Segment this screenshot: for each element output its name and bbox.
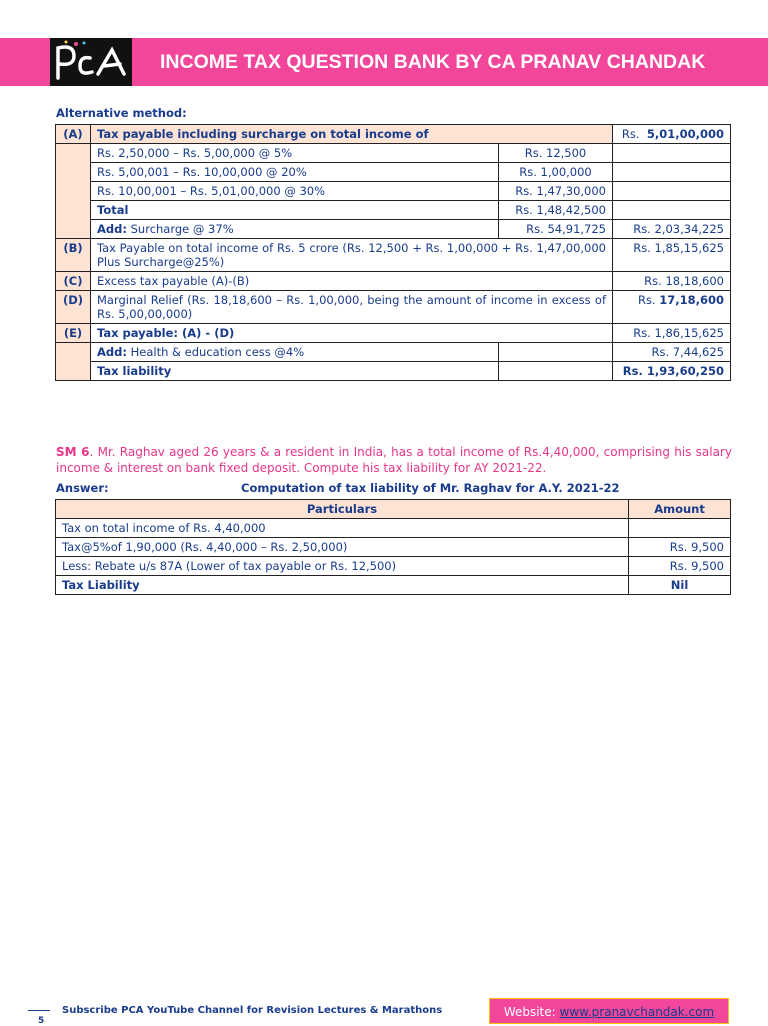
row-code: (E) <box>56 324 91 343</box>
row-amount: Rs. 17,18,600 <box>613 291 731 324</box>
table-row <box>56 291 731 324</box>
cell-particular: Less: Rebate u/s 87A (Lower of tax payable or Rs. 12,500) <box>56 557 629 576</box>
row-label: Excess tax payable (A)-(B) <box>91 272 613 291</box>
row-amount: Rs. 5,01,00,000 <box>613 125 731 144</box>
page-number: 5 <box>38 1016 45 1026</box>
page-header-title: INCOME TAX QUESTION BANK BY CA PRANAV CHANDAK <box>160 51 706 73</box>
cell-particular: Tax@5%of 1,90,000 (Rs. 4,40,000 – Rs. 2,50,000) <box>56 538 629 557</box>
cell-particular: Tax on total income of Rs. 4,40,000 <box>56 519 629 538</box>
row-label: Rs. 2,50,000 – Rs. 5,00,000 @ 5% <box>91 144 499 163</box>
table-row <box>56 557 731 576</box>
row-code: (C) <box>56 272 91 291</box>
row-label: Marginal Relief (Rs. 18,18,600 – Rs. 1,00,000, being the amount of income in excess of Rs. 5,00,00,000) <box>91 291 613 324</box>
cell-amount: Rs. 9,500 <box>629 557 731 576</box>
question-text: SM 6. Mr. Raghav aged 26 years & a resident in India, has a total income of Rs.4,40,000, comprising his salary income & interest on bank fixed deposit. Compute his tax liability for AY 2021-22. <box>56 445 732 475</box>
footer-divider <box>28 1010 50 1011</box>
row-amount: Rs. 18,18,600 <box>613 272 731 291</box>
table-header-row <box>56 500 731 519</box>
table-row <box>56 239 731 272</box>
row-value: Rs. 1,00,000 <box>499 163 613 182</box>
cell-particular: Tax Liability <box>56 576 629 595</box>
row-label: Rs. 5,00,001 – Rs. 10,00,000 @ 20% <box>91 163 499 182</box>
row-value: Rs. 12,500 <box>499 144 613 163</box>
cell-amount <box>629 519 731 538</box>
table-row <box>56 576 731 595</box>
row-label: Tax payable including surcharge on total income of <box>91 125 613 144</box>
table-row <box>56 343 731 362</box>
footer-website-box <box>489 998 729 1024</box>
row-label: Add: Health & education cess @4% <box>91 343 499 362</box>
row-amount: Rs. 1,86,15,625 <box>613 324 731 343</box>
row-amount: Rs. 2,03,34,225 <box>613 220 731 239</box>
table-row <box>56 272 731 291</box>
table-row <box>56 182 731 201</box>
alternative-method-table <box>55 124 731 381</box>
pca-logo <box>50 38 132 86</box>
footer-subscribe-text: Subscribe PCA YouTube Channel for Revision Lectures & Marathons <box>62 1005 443 1016</box>
row-amount: Rs. 1,93,60,250 <box>613 362 731 381</box>
website-link[interactable]: www.pranavchandak.com <box>559 1005 715 1019</box>
row-code: (D) <box>56 291 91 324</box>
row-amount: Rs. 7,44,625 <box>613 343 731 362</box>
col-header-particulars: Particulars <box>56 500 629 519</box>
question-number: SM 6 <box>56 445 90 459</box>
row-code: (A) <box>56 125 91 144</box>
row-code: (B) <box>56 239 91 272</box>
row-label: Rs. 10,00,001 – Rs. 5,01,00,000 @ 30% <box>91 182 499 201</box>
website-label: Website: <box>503 1005 560 1019</box>
answer-title: Computation of tax liability of Mr. Raghav for A.Y. 2021-22 <box>241 481 620 495</box>
row-label: Tax Payable on total income of Rs. 5 crore (Rs. 12,500 + Rs. 1,00,000 + Rs. 1,47,00,000 Plus Surcharge@25%) <box>91 239 613 272</box>
alternative-method-heading: Alternative method: <box>56 106 187 120</box>
row-label: Total <box>91 201 499 220</box>
table-row <box>56 538 731 557</box>
computation-table <box>55 499 731 595</box>
row-amount: Rs. 1,85,15,625 <box>613 239 731 272</box>
table-row <box>56 362 731 381</box>
table-row <box>56 220 731 239</box>
table-row <box>56 144 731 163</box>
row-label: Tax payable: (A) - (D) <box>91 324 613 343</box>
answer-label: Answer: <box>56 481 109 495</box>
cell-amount: Nil <box>629 576 731 595</box>
col-header-amount: Amount <box>629 500 731 519</box>
table-row <box>56 125 731 144</box>
table-row <box>56 201 731 220</box>
row-value: Rs. 54,91,725 <box>499 220 613 239</box>
table-row <box>56 324 731 343</box>
row-value: Rs. 1,48,42,500 <box>499 201 613 220</box>
table-row <box>56 163 731 182</box>
cell-amount: Rs. 9,500 <box>629 538 731 557</box>
table-row <box>56 519 731 538</box>
row-label: Tax liability <box>91 362 499 381</box>
row-label: Add: Surcharge @ 37% <box>91 220 499 239</box>
row-value: Rs. 1,47,30,000 <box>499 182 613 201</box>
